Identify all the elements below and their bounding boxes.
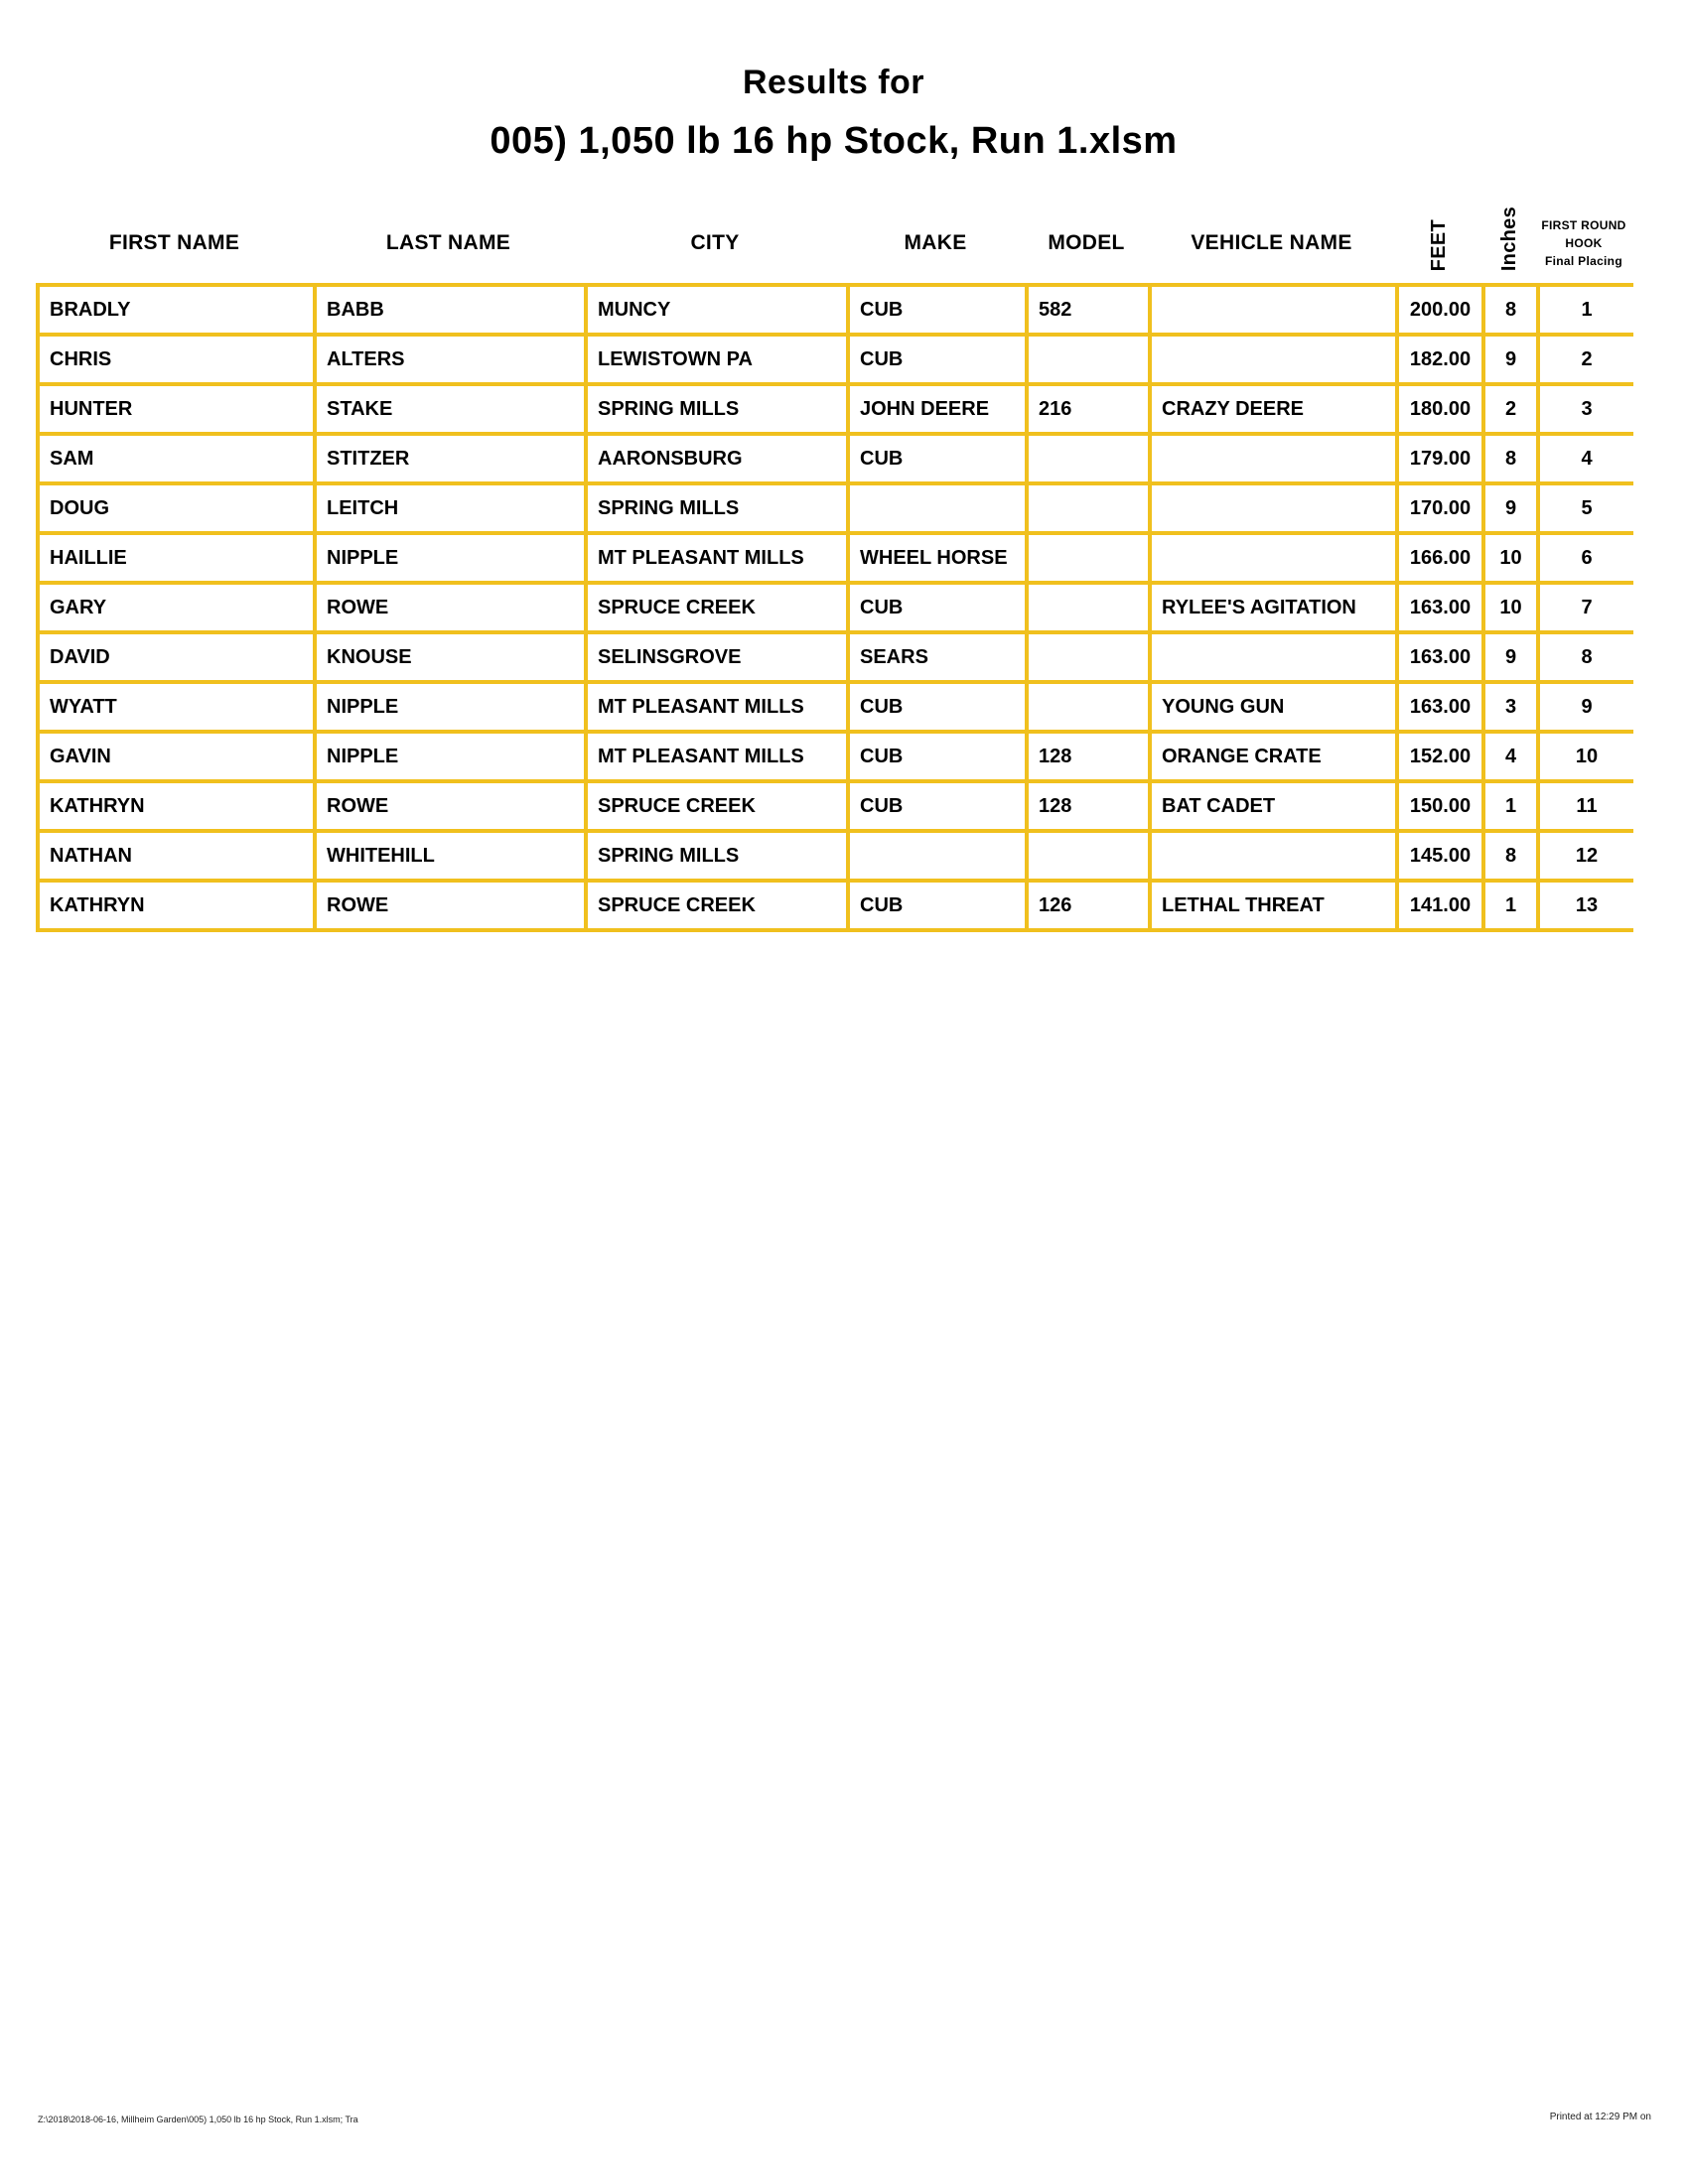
- cell-place: 9: [1538, 682, 1633, 732]
- cell-vehicle: [1150, 533, 1397, 583]
- cell-last: ALTERS: [315, 335, 586, 384]
- column-header-vehicle-name-label: VEHICLE NAME: [1191, 231, 1352, 254]
- cell-make: CUB: [848, 732, 1027, 781]
- cell-city: LEWISTOWN PA: [586, 335, 848, 384]
- table-row: [38, 831, 1633, 881]
- cell-make: [848, 483, 1027, 533]
- column-header-last-name: [313, 204, 584, 283]
- cell-model: 582: [1027, 285, 1150, 335]
- cell-inches: 8: [1483, 434, 1538, 483]
- cell-model: [1027, 434, 1150, 483]
- cell-make: CUB: [848, 434, 1027, 483]
- cell-inches: 8: [1483, 285, 1538, 335]
- results-table-body: [38, 285, 1633, 930]
- column-header-final-placing-line1: FIRST ROUND: [1541, 218, 1626, 232]
- cell-model: [1027, 335, 1150, 384]
- cell-vehicle: YOUNG GUN: [1150, 682, 1397, 732]
- cell-feet: 166.00: [1397, 533, 1483, 583]
- column-header-inches: [1481, 204, 1536, 283]
- page-title-line1: Results for: [742, 64, 925, 101]
- cell-make: WHEEL HORSE: [848, 533, 1027, 583]
- table-row: [38, 483, 1633, 533]
- cell-place: 3: [1538, 384, 1633, 434]
- cell-feet: 163.00: [1397, 583, 1483, 632]
- column-header-first-name: [36, 204, 313, 283]
- column-header-feet: [1395, 204, 1481, 283]
- page-title-line2: 005) 1,050 lb 16 hp Stock, Run 1.xlsm: [490, 120, 1178, 162]
- cell-last: NIPPLE: [315, 732, 586, 781]
- cell-inches: 9: [1483, 632, 1538, 682]
- page-title: [36, 58, 1631, 165]
- cell-model: [1027, 831, 1150, 881]
- table-row: [38, 881, 1633, 930]
- cell-make: JOHN DEERE: [848, 384, 1027, 434]
- cell-model: [1027, 533, 1150, 583]
- cell-inches: 3: [1483, 682, 1538, 732]
- column-header-model: [1025, 204, 1148, 283]
- cell-place: 1: [1538, 285, 1633, 335]
- cell-last: BABB: [315, 285, 586, 335]
- cell-feet: 180.00: [1397, 384, 1483, 434]
- cell-place: 11: [1538, 781, 1633, 831]
- cell-make: CUB: [848, 781, 1027, 831]
- table-row: [38, 583, 1633, 632]
- cell-vehicle: [1150, 335, 1397, 384]
- table-row: [38, 781, 1633, 831]
- cell-make: SEARS: [848, 632, 1027, 682]
- column-header-final-placing-line2: HOOK: [1565, 236, 1603, 250]
- cell-city: MT PLEASANT MILLS: [586, 682, 848, 732]
- cell-vehicle: [1150, 483, 1397, 533]
- cell-vehicle: RYLEE'S AGITATION: [1150, 583, 1397, 632]
- cell-place: 4: [1538, 434, 1633, 483]
- cell-city: SPRING MILLS: [586, 384, 848, 434]
- cell-last: ROWE: [315, 583, 586, 632]
- cell-inches: 9: [1483, 335, 1538, 384]
- cell-first: HAILLIE: [38, 533, 315, 583]
- cell-last: ROWE: [315, 781, 586, 831]
- cell-model: [1027, 682, 1150, 732]
- cell-place: 2: [1538, 335, 1633, 384]
- column-header-make: [846, 204, 1025, 283]
- cell-city: SPRING MILLS: [586, 831, 848, 881]
- cell-model: 128: [1027, 732, 1150, 781]
- cell-vehicle: [1150, 632, 1397, 682]
- column-headers: [36, 204, 1631, 283]
- cell-feet: 170.00: [1397, 483, 1483, 533]
- cell-vehicle: [1150, 831, 1397, 881]
- cell-city: AARONSBURG: [586, 434, 848, 483]
- column-header-final-placing-line3: Final Placing: [1545, 254, 1622, 268]
- cell-vehicle: LETHAL THREAT: [1150, 881, 1397, 930]
- cell-last: WHITEHILL: [315, 831, 586, 881]
- column-header-make-label: MAKE: [904, 231, 967, 254]
- cell-feet: 200.00: [1397, 285, 1483, 335]
- column-header-last-name-label: LAST NAME: [385, 231, 511, 254]
- cell-feet: 141.00: [1397, 881, 1483, 930]
- cell-feet: 179.00: [1397, 434, 1483, 483]
- cell-last: NIPPLE: [315, 533, 586, 583]
- cell-last: KNOUSE: [315, 632, 586, 682]
- cell-place: 10: [1538, 732, 1633, 781]
- cell-first: DAVID: [38, 632, 315, 682]
- results-table: [36, 283, 1633, 932]
- cell-last: ROWE: [315, 881, 586, 930]
- cell-vehicle: ORANGE CRATE: [1150, 732, 1397, 781]
- column-header-inches-label: Inches: [1497, 205, 1520, 271]
- cell-city: MT PLEASANT MILLS: [586, 732, 848, 781]
- cell-city: SPRUCE CREEK: [586, 881, 848, 930]
- cell-city: SELINSGROVE: [586, 632, 848, 682]
- cell-place: 6: [1538, 533, 1633, 583]
- cell-first: NATHAN: [38, 831, 315, 881]
- cell-inches: 8: [1483, 831, 1538, 881]
- table-row: [38, 533, 1633, 583]
- cell-last: LEITCH: [315, 483, 586, 533]
- table-row: [38, 384, 1633, 434]
- cell-inches: 9: [1483, 483, 1538, 533]
- cell-first: DOUG: [38, 483, 315, 533]
- cell-first: BRADLY: [38, 285, 315, 335]
- cell-model: 128: [1027, 781, 1150, 831]
- cell-first: KATHRYN: [38, 881, 315, 930]
- cell-inches: 1: [1483, 881, 1538, 930]
- table-row: [38, 682, 1633, 732]
- table-row: [38, 335, 1633, 384]
- cell-first: SAM: [38, 434, 315, 483]
- cell-model: [1027, 483, 1150, 533]
- cell-make: CUB: [848, 881, 1027, 930]
- cell-inches: 10: [1483, 533, 1538, 583]
- cell-place: 13: [1538, 881, 1633, 930]
- cell-inches: 10: [1483, 583, 1538, 632]
- cell-model: [1027, 583, 1150, 632]
- cell-first: CHRIS: [38, 335, 315, 384]
- cell-model: [1027, 632, 1150, 682]
- cell-feet: 145.00: [1397, 831, 1483, 881]
- cell-place: 12: [1538, 831, 1633, 881]
- cell-last: STAKE: [315, 384, 586, 434]
- cell-first: HUNTER: [38, 384, 315, 434]
- cell-city: SPRUCE CREEK: [586, 781, 848, 831]
- cell-inches: 4: [1483, 732, 1538, 781]
- cell-model: 126: [1027, 881, 1150, 930]
- cell-feet: 150.00: [1397, 781, 1483, 831]
- column-header-feet-label: FEET: [1427, 218, 1450, 271]
- cell-inches: 2: [1483, 384, 1538, 434]
- cell-make: [848, 831, 1027, 881]
- cell-feet: 182.00: [1397, 335, 1483, 384]
- cell-make: CUB: [848, 583, 1027, 632]
- cell-city: SPRING MILLS: [586, 483, 848, 533]
- cell-vehicle: CRAZY DEERE: [1150, 384, 1397, 434]
- cell-place: 7: [1538, 583, 1633, 632]
- cell-first: GARY: [38, 583, 315, 632]
- column-header-first-name-label: FIRST NAME: [108, 231, 240, 254]
- cell-first: GAVIN: [38, 732, 315, 781]
- cell-last: NIPPLE: [315, 682, 586, 732]
- column-header-vehicle-name: [1148, 204, 1395, 283]
- column-header-final-placing: [1536, 204, 1631, 283]
- cell-city: MT PLEASANT MILLS: [586, 533, 848, 583]
- footer-file-path: Z:\2018\2018-06-16, Millheim Garden\005) 1,050 lb 16 hp Stock, Run 1.xlsm; Tra: [38, 2115, 358, 2124]
- column-header-city-label: CITY: [690, 231, 740, 254]
- column-header-model-label: MODEL: [1048, 231, 1125, 254]
- table-row: [38, 732, 1633, 781]
- cell-inches: 1: [1483, 781, 1538, 831]
- cell-city: MUNCY: [586, 285, 848, 335]
- cell-make: CUB: [848, 335, 1027, 384]
- cell-vehicle: BAT CADET: [1150, 781, 1397, 831]
- cell-feet: 152.00: [1397, 732, 1483, 781]
- cell-last: STITZER: [315, 434, 586, 483]
- footer-printed-at: Printed at 12:29 PM on: [1549, 2112, 1651, 2122]
- cell-model: 216: [1027, 384, 1150, 434]
- cell-make: CUB: [848, 682, 1027, 732]
- cell-place: 5: [1538, 483, 1633, 533]
- cell-make: CUB: [848, 285, 1027, 335]
- cell-vehicle: [1150, 285, 1397, 335]
- cell-place: 8: [1538, 632, 1633, 682]
- cell-first: KATHRYN: [38, 781, 315, 831]
- column-header-city: [584, 204, 846, 283]
- cell-city: SPRUCE CREEK: [586, 583, 848, 632]
- cell-first: WYATT: [38, 682, 315, 732]
- cell-feet: 163.00: [1397, 632, 1483, 682]
- table-row: [38, 632, 1633, 682]
- cell-vehicle: [1150, 434, 1397, 483]
- cell-feet: 163.00: [1397, 682, 1483, 732]
- table-row: [38, 285, 1633, 335]
- table-row: [38, 434, 1633, 483]
